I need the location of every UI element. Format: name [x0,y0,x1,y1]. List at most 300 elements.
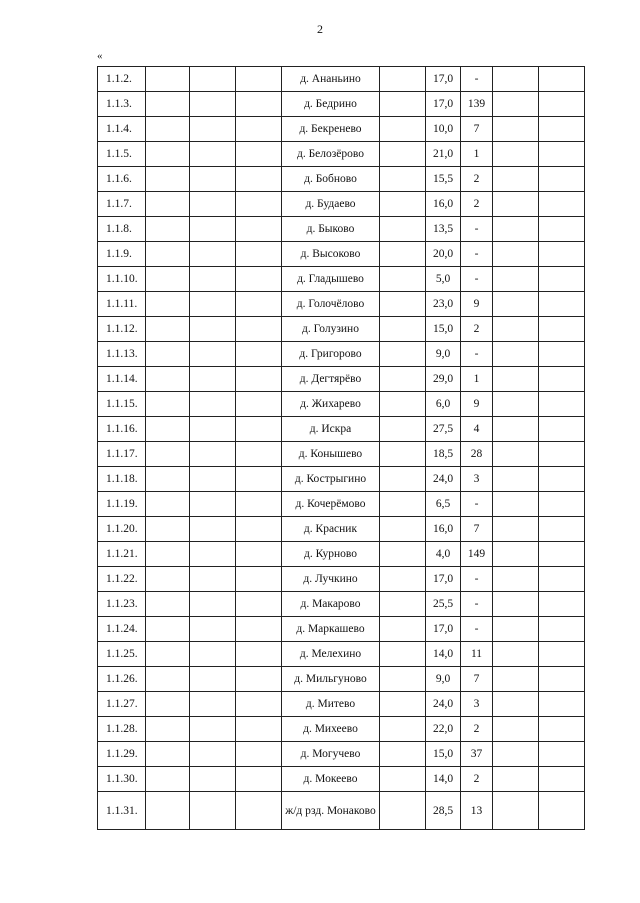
row-number: 1.1.29. [98,742,146,767]
row-number: 1.1.17. [98,442,146,467]
empty-cell [493,242,539,267]
empty-cell [380,92,426,117]
population-value: 1 [461,367,493,392]
empty-cell [146,267,190,292]
empty-cell [493,792,539,830]
distance-value: 17,0 [426,617,461,642]
empty-cell [236,592,282,617]
empty-cell [146,542,190,567]
empty-cell [539,792,585,830]
settlement-name: д. Жихарево [282,392,380,417]
settlement-name: д. Красник [282,517,380,542]
population-value: 4 [461,417,493,442]
settlement-name: д. Быково [282,217,380,242]
empty-cell [146,467,190,492]
empty-cell [539,292,585,317]
empty-cell [190,617,236,642]
empty-cell [190,92,236,117]
empty-cell [146,617,190,642]
settlement-name: д. Голузино [282,317,380,342]
empty-cell [493,517,539,542]
empty-cell [539,492,585,517]
empty-cell [380,367,426,392]
empty-cell [190,717,236,742]
table-row [98,717,585,742]
empty-cell [539,542,585,567]
empty-cell [146,142,190,167]
empty-cell [146,517,190,542]
population-value: 7 [461,667,493,692]
distance-value: 28,5 [426,792,461,830]
empty-cell [493,467,539,492]
empty-cell [236,667,282,692]
settlement-name: д. Макарово [282,592,380,617]
distance-value: 20,0 [426,242,461,267]
empty-cell [493,217,539,242]
distance-value: 17,0 [426,67,461,92]
table-row [98,367,585,392]
empty-cell [493,767,539,792]
table-row [98,667,585,692]
table-row [98,642,585,667]
empty-cell [380,492,426,517]
row-number: 1.1.28. [98,717,146,742]
empty-cell [236,292,282,317]
population-value: 13 [461,792,493,830]
table-row [98,292,585,317]
empty-cell [236,642,282,667]
empty-cell [236,742,282,767]
settlement-name: д. Голочёлово [282,292,380,317]
empty-cell [190,192,236,217]
table-row [98,267,585,292]
settlement-name: д. Григорово [282,342,380,367]
table-row [98,617,585,642]
empty-cell [380,342,426,367]
empty-cell [236,317,282,342]
population-value: - [461,567,493,592]
table-row [98,342,585,367]
table-row [98,467,585,492]
settlement-name: д. Дегтярёво [282,367,380,392]
table-row [98,317,585,342]
population-value: 139 [461,92,493,117]
empty-cell [380,167,426,192]
empty-cell [380,142,426,167]
distance-value: 6,5 [426,492,461,517]
empty-cell [236,117,282,142]
empty-cell [493,417,539,442]
table-row [98,767,585,792]
empty-cell [190,67,236,92]
population-value: 37 [461,742,493,767]
population-value: 2 [461,767,493,792]
empty-cell [493,742,539,767]
empty-cell [190,267,236,292]
empty-cell [236,217,282,242]
empty-cell [190,542,236,567]
row-number: 1.1.16. [98,417,146,442]
empty-cell [236,492,282,517]
empty-cell [493,367,539,392]
table-row [98,492,585,517]
settlement-name: д. Маркашево [282,617,380,642]
row-number: 1.1.6. [98,167,146,192]
distance-value: 16,0 [426,517,461,542]
distance-value: 24,0 [426,467,461,492]
population-value: 9 [461,392,493,417]
row-number: 1.1.2. [98,67,146,92]
empty-cell [493,592,539,617]
row-number: 1.1.5. [98,142,146,167]
empty-cell [236,617,282,642]
empty-cell [493,392,539,417]
empty-cell [190,242,236,267]
row-number: 1.1.20. [98,517,146,542]
empty-cell [146,92,190,117]
population-value: - [461,242,493,267]
empty-cell [380,617,426,642]
population-value: - [461,67,493,92]
empty-cell [539,417,585,442]
empty-cell [190,392,236,417]
row-number: 1.1.8. [98,217,146,242]
empty-cell [236,792,282,830]
empty-cell [493,117,539,142]
table-row [98,167,585,192]
empty-cell [190,767,236,792]
empty-cell [146,367,190,392]
empty-cell [380,667,426,692]
row-number: 1.1.27. [98,692,146,717]
empty-cell [380,792,426,830]
empty-cell [539,642,585,667]
population-value: 2 [461,192,493,217]
empty-cell [236,342,282,367]
empty-cell [493,692,539,717]
empty-cell [146,217,190,242]
empty-cell [190,492,236,517]
population-value: 7 [461,117,493,142]
empty-cell [236,767,282,792]
empty-cell [493,67,539,92]
row-number: 1.1.3. [98,92,146,117]
empty-cell [236,417,282,442]
empty-cell [493,142,539,167]
row-number: 1.1.11. [98,292,146,317]
empty-cell [146,417,190,442]
empty-cell [190,692,236,717]
distance-value: 21,0 [426,142,461,167]
distance-value: 16,0 [426,192,461,217]
empty-cell [146,117,190,142]
table-row [98,417,585,442]
empty-cell [539,617,585,642]
empty-cell [380,692,426,717]
empty-cell [146,692,190,717]
distance-value: 4,0 [426,542,461,567]
row-number: 1.1.7. [98,192,146,217]
table-row [98,692,585,717]
empty-cell [146,392,190,417]
empty-cell [146,342,190,367]
empty-cell [493,567,539,592]
empty-cell [146,742,190,767]
empty-cell [380,67,426,92]
empty-cell [146,192,190,217]
empty-cell [539,442,585,467]
empty-cell [236,542,282,567]
empty-cell [146,442,190,467]
table-row [98,217,585,242]
table-row [98,517,585,542]
row-number: 1.1.21. [98,542,146,567]
table-row [98,592,585,617]
population-value: 2 [461,717,493,742]
row-number: 1.1.24. [98,617,146,642]
empty-cell [539,317,585,342]
empty-cell [146,592,190,617]
empty-cell [539,667,585,692]
distance-value: 18,5 [426,442,461,467]
population-value: - [461,217,493,242]
opening-quote-mark: « [97,50,103,62]
empty-cell [236,267,282,292]
row-number: 1.1.10. [98,267,146,292]
empty-cell [380,567,426,592]
empty-cell [146,717,190,742]
empty-cell [539,342,585,367]
empty-cell [539,192,585,217]
row-number: 1.1.19. [98,492,146,517]
settlement-name: д. Кочерёмово [282,492,380,517]
empty-cell [380,417,426,442]
empty-cell [539,567,585,592]
empty-cell [493,267,539,292]
distance-value: 14,0 [426,642,461,667]
table-row [98,92,585,117]
row-number: 1.1.30. [98,767,146,792]
table-row [98,442,585,467]
empty-cell [190,742,236,767]
empty-cell [146,292,190,317]
empty-cell [236,367,282,392]
empty-cell [190,142,236,167]
empty-cell [146,167,190,192]
distance-value: 27,5 [426,417,461,442]
distance-value: 23,0 [426,292,461,317]
row-number: 1.1.25. [98,642,146,667]
empty-cell [236,692,282,717]
empty-cell [380,267,426,292]
empty-cell [236,242,282,267]
empty-cell [146,67,190,92]
empty-cell [236,192,282,217]
empty-cell [236,167,282,192]
empty-cell [539,517,585,542]
settlement-name: д. Искра [282,417,380,442]
empty-cell [146,242,190,267]
settlement-name: д. Михеево [282,717,380,742]
distance-value: 5,0 [426,267,461,292]
empty-cell [190,667,236,692]
distance-value: 9,0 [426,667,461,692]
settlement-name: д. Бобново [282,167,380,192]
table-row [98,792,585,830]
settlement-name: д. Будаево [282,192,380,217]
settlement-name: д. Курново [282,542,380,567]
empty-cell [146,792,190,830]
empty-cell [190,442,236,467]
empty-cell [236,67,282,92]
empty-cell [380,317,426,342]
empty-cell [190,117,236,142]
table-row [98,67,585,92]
empty-cell [493,667,539,692]
empty-cell [539,167,585,192]
population-value: 2 [461,317,493,342]
population-value: - [461,617,493,642]
page-number: 2 [317,22,323,36]
empty-cell [236,717,282,742]
distance-value: 29,0 [426,367,461,392]
empty-cell [190,567,236,592]
settlement-name: д. Кострыгино [282,467,380,492]
empty-cell [380,592,426,617]
settlement-name: д. Мокеево [282,767,380,792]
table-row [98,742,585,767]
distance-value: 25,5 [426,592,461,617]
empty-cell [493,317,539,342]
settlement-name: д. Бекренево [282,117,380,142]
empty-cell [236,142,282,167]
empty-cell [380,392,426,417]
empty-cell [190,467,236,492]
empty-cell [380,517,426,542]
settlement-name: д. Гладышево [282,267,380,292]
row-number: 1.1.4. [98,117,146,142]
empty-cell [539,242,585,267]
table-row [98,542,585,567]
empty-cell [190,642,236,667]
population-value: 3 [461,692,493,717]
empty-cell [146,642,190,667]
empty-cell [493,642,539,667]
empty-cell [190,367,236,392]
distance-value: 15,0 [426,742,461,767]
population-value: 28 [461,442,493,467]
empty-cell [190,592,236,617]
empty-cell [190,167,236,192]
row-number: 1.1.26. [98,667,146,692]
empty-cell [493,342,539,367]
settlement-name: д. Мильгуново [282,667,380,692]
empty-cell [190,792,236,830]
distance-value: 15,0 [426,317,461,342]
distance-value: 9,0 [426,342,461,367]
row-number: 1.1.13. [98,342,146,367]
population-value: 9 [461,292,493,317]
empty-cell [380,642,426,667]
empty-cell [493,492,539,517]
table-row [98,242,585,267]
empty-cell [539,467,585,492]
empty-cell [539,142,585,167]
population-value: - [461,592,493,617]
row-number: 1.1.12. [98,317,146,342]
population-value: - [461,267,493,292]
settlement-name: д. Мелехино [282,642,380,667]
empty-cell [190,517,236,542]
population-value: 7 [461,517,493,542]
settlement-name: д. Конышево [282,442,380,467]
empty-cell [493,167,539,192]
settlement-name: д. Высоково [282,242,380,267]
empty-cell [190,292,236,317]
empty-cell [380,442,426,467]
empty-cell [380,717,426,742]
empty-cell [190,317,236,342]
empty-cell [146,767,190,792]
population-value: 1 [461,142,493,167]
distance-value: 17,0 [426,92,461,117]
table-row [98,567,585,592]
empty-cell [539,217,585,242]
empty-cell [539,692,585,717]
row-number: 1.1.15. [98,392,146,417]
population-value: 2 [461,167,493,192]
settlement-name: д. Белозёрово [282,142,380,167]
empty-cell [236,517,282,542]
distance-value: 13,5 [426,217,461,242]
empty-cell [380,192,426,217]
empty-cell [236,92,282,117]
empty-cell [539,117,585,142]
empty-cell [380,742,426,767]
empty-cell [539,592,585,617]
empty-cell [236,467,282,492]
empty-cell [493,92,539,117]
distance-value: 17,0 [426,567,461,592]
empty-cell [539,392,585,417]
population-value: - [461,342,493,367]
distance-value: 6,0 [426,392,461,417]
empty-cell [380,242,426,267]
empty-cell [539,67,585,92]
empty-cell [380,117,426,142]
population-value: - [461,492,493,517]
table-row [98,117,585,142]
distance-value: 14,0 [426,767,461,792]
empty-cell [190,417,236,442]
empty-cell [539,267,585,292]
empty-cell [380,292,426,317]
empty-cell [493,717,539,742]
row-number: 1.1.31. [98,792,146,830]
table-row [98,142,585,167]
empty-cell [539,367,585,392]
row-number: 1.1.18. [98,467,146,492]
empty-cell [146,567,190,592]
empty-cell [493,292,539,317]
settlements-table [97,66,585,830]
empty-cell [539,92,585,117]
settlement-name: д. Могучево [282,742,380,767]
distance-value: 10,0 [426,117,461,142]
empty-cell [493,617,539,642]
empty-cell [146,667,190,692]
table-row [98,392,585,417]
